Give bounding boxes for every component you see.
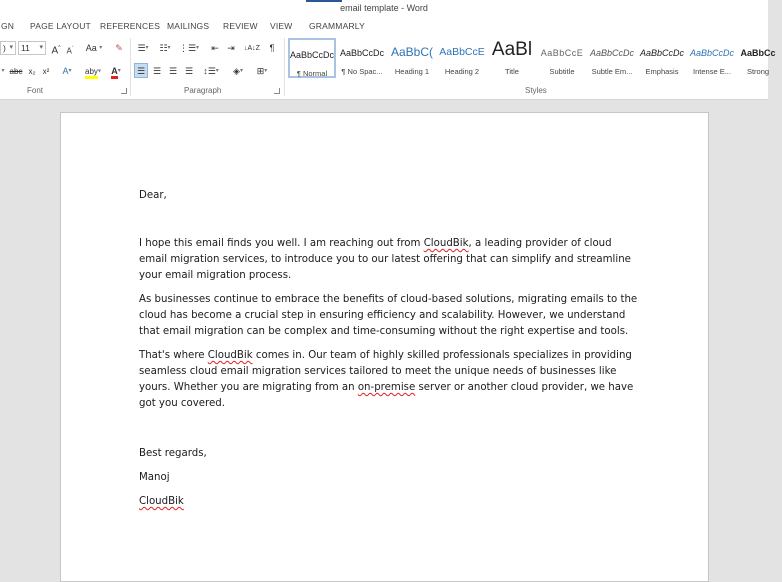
text-effects-label: A xyxy=(62,66,69,76)
paragraph-offer xyxy=(139,348,639,412)
style-name: Heading 1 xyxy=(394,67,430,76)
font-color-label: A xyxy=(111,66,118,79)
spelling-flag[interactable]: CloudBik xyxy=(207,350,253,361)
grow-font-label: A xyxy=(51,45,59,57)
tab-design[interactable]: GN xyxy=(1,21,15,31)
text-effects-button[interactable]: A▾ xyxy=(62,66,72,76)
style-name: Strong xyxy=(746,67,770,76)
borders-icon[interactable]: ⊞▾ xyxy=(256,66,268,76)
signature-company xyxy=(139,494,639,510)
font-name-combo[interactable] xyxy=(0,41,16,55)
numbering-icon[interactable]: ☷▾ xyxy=(159,43,171,53)
clear-formatting-icon[interactable]: ✎ xyxy=(115,43,123,53)
multilevel-list-icon[interactable]: ⋮☰▾ xyxy=(178,43,200,53)
font-group-label: Font xyxy=(27,86,44,95)
style-normal[interactable] xyxy=(288,38,336,78)
tab-mailings[interactable]: MAILINGS xyxy=(167,21,210,31)
show-marks-button[interactable]: ¶ xyxy=(269,43,275,53)
signature-name: Manoj xyxy=(139,472,170,483)
greeting: Dear, xyxy=(139,190,167,201)
tab-grammarly[interactable]: GRAMMARLY xyxy=(309,21,365,31)
paragraph-group-label: Paragraph xyxy=(184,86,222,95)
spelling-flag[interactable]: on-premise xyxy=(357,382,416,393)
style-name: Emphasis xyxy=(645,67,679,76)
chevron-down-icon[interactable]: ▾ xyxy=(1,68,5,75)
tab-review[interactable]: REVIEW xyxy=(223,21,258,31)
ribbon xyxy=(0,35,776,100)
document-body[interactable] xyxy=(139,188,639,510)
style-intense-emphasis[interactable] xyxy=(688,38,736,78)
intro-text: I hope this email finds you well. I am reaching out from xyxy=(139,238,424,249)
increase-indent-icon[interactable]: ⇥ xyxy=(227,43,235,53)
styles-gallery xyxy=(288,38,776,80)
style-strong[interactable] xyxy=(734,38,782,78)
style-no-spacing[interactable] xyxy=(338,38,386,78)
chevron-down-icon: ▾ xyxy=(39,44,43,51)
chevron-down-icon: ▾ xyxy=(9,44,13,51)
group-divider xyxy=(284,38,285,96)
style-heading-1[interactable] xyxy=(388,38,436,78)
paragraph-benefits: As businesses continue to embrace the benefits of cloud-based solutions, migrating emails to the cloud has become a crucial step in ensuring efficiency and scalability. However, we understand that email migration can be complex and time-consuming without the right expertise and tools. xyxy=(139,294,638,337)
style-preview: AaBbC( xyxy=(390,45,434,59)
line-spacing-icon[interactable]: ↕☰▾ xyxy=(203,66,219,76)
align-left-button[interactable]: ☰ xyxy=(134,63,148,78)
highlight-button[interactable]: aby▾ xyxy=(82,64,104,79)
style-name: Intense E... xyxy=(693,67,731,76)
tab-view[interactable]: VIEW xyxy=(270,21,293,31)
style-subtitle[interactable] xyxy=(538,38,586,78)
style-preview: AaBbCcDc xyxy=(339,48,384,58)
align-right-icon[interactable]: ☰ xyxy=(168,66,178,76)
style-name: Subtitle xyxy=(549,67,575,76)
styles-group-label: Styles xyxy=(525,86,547,95)
bullets-icon[interactable]: ☰▾ xyxy=(137,43,149,53)
spelling-flag[interactable]: CloudBik xyxy=(139,496,184,507)
offer-text-end: server or another cloud provider, we have got you covered. xyxy=(139,382,634,409)
style-name: Subtle Em... xyxy=(591,67,633,76)
shrink-font-button[interactable]: $A^ˇ$ xyxy=(66,46,74,56)
title-accent xyxy=(306,0,342,2)
font-dialog-launcher-icon[interactable] xyxy=(121,88,127,94)
superscript-button[interactable]: x² xyxy=(42,67,50,76)
style-preview: AaBbCc xyxy=(740,48,776,58)
style-preview: AaBbCcDc xyxy=(689,48,734,58)
style-preview: AaBbCcDc xyxy=(589,48,634,58)
shrink-font-label: A xyxy=(66,46,72,56)
style-preview: AaBbCcDc xyxy=(639,48,684,58)
style-name: Title xyxy=(505,67,519,76)
change-case-button[interactable]: Aa ▾ xyxy=(85,43,103,53)
offer-text-cont: comes in. Our team of highly skilled professionals specializes in providing seamless cloud email migration services tailored to meet the unique needs of businesses like yours. Whether you are migrating from an xyxy=(139,350,632,393)
tab-references[interactable]: REFERENCES xyxy=(100,21,161,31)
grow-font-button[interactable]: A^ xyxy=(51,45,61,57)
decrease-indent-icon[interactable]: ⇤ xyxy=(211,43,219,53)
align-center-icon[interactable]: ☰ xyxy=(152,66,162,76)
style-preview: AaBbCcDc xyxy=(290,50,335,60)
closing: Best regards, xyxy=(139,448,207,459)
document-page[interactable] xyxy=(60,112,709,582)
highlight-label: aby xyxy=(85,67,98,79)
strikethrough-button[interactable]: abc xyxy=(9,67,23,76)
spelling-flag[interactable]: CloudBik xyxy=(423,238,469,249)
justify-icon[interactable]: ☰ xyxy=(184,66,194,76)
ribbon-tabs xyxy=(0,17,768,35)
change-case-label: Aa xyxy=(85,43,97,53)
style-title[interactable] xyxy=(488,38,536,78)
style-preview: AaBbCcE xyxy=(540,48,584,58)
style-emphasis[interactable] xyxy=(638,38,686,78)
style-subtle-emphasis[interactable] xyxy=(588,38,636,78)
shading-icon[interactable]: ◈▾ xyxy=(233,66,243,76)
paragraph-intro xyxy=(139,236,639,284)
font-color-button[interactable]: A▾ xyxy=(106,64,126,79)
style-heading-2[interactable] xyxy=(438,38,486,78)
font-size-value: 11 xyxy=(21,43,30,53)
sort-icon[interactable]: ↓A↓Z xyxy=(244,45,260,52)
group-divider xyxy=(130,38,131,96)
offer-text: That's where xyxy=(139,350,208,361)
style-name: ¶ Normal xyxy=(296,69,328,78)
intro-text-cont: , a leading provider of cloud email migration services, to introduce you to our latest offering that can simplify and streamline your email migration process. xyxy=(139,238,631,281)
window-title: email template - Word xyxy=(340,3,428,13)
tab-page-layout[interactable]: PAGE LAYOUT xyxy=(30,21,91,31)
font-name-value: ) xyxy=(3,43,6,53)
paragraph-dialog-launcher-icon[interactable] xyxy=(274,88,280,94)
subscript-button[interactable]: x₂ xyxy=(28,67,36,76)
font-size-combo[interactable] xyxy=(18,41,46,55)
style-preview: AaBl xyxy=(491,39,533,60)
style-name: ¶ No Spac... xyxy=(341,67,383,76)
style-preview: AaBbCcE xyxy=(439,46,485,58)
style-name: Heading 2 xyxy=(444,67,480,76)
title-bar xyxy=(0,0,768,17)
